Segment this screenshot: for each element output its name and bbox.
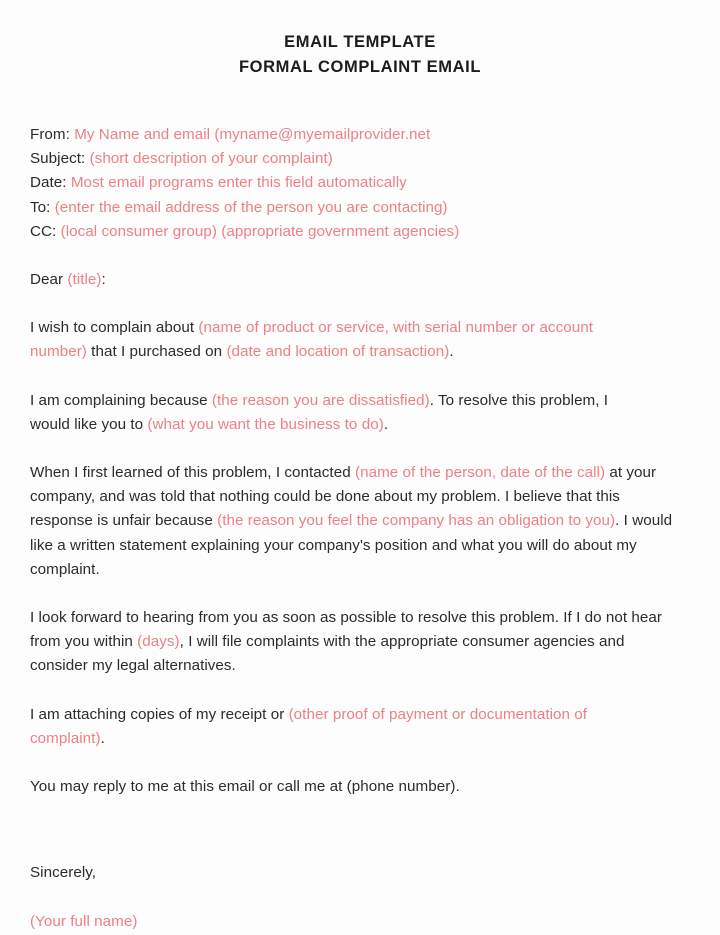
p3-text-2: at your company, and was told that nothing could be done about my problem. I believe that this response is unfair because xyxy=(30,464,657,530)
header-row-subject xyxy=(30,147,696,171)
p3-placeholder-2: (the reason you feel the company has an obligation to you) xyxy=(217,512,616,530)
header-row-to xyxy=(30,196,696,220)
p3-text-1: When I first learned of this problem, I contacted xyxy=(30,464,355,482)
header-value-to: (enter the email address of the person you are contacting) xyxy=(54,198,448,216)
p1-placeholder-2: (date and location of transaction) xyxy=(226,343,450,361)
p2-text-2: . To resolve this problem, I would like you to xyxy=(30,391,609,433)
p2-text-1: I am complaining because xyxy=(30,391,212,409)
p1-text-3: . xyxy=(449,343,454,361)
p3-placeholder-1: (name of the person, date of the call) xyxy=(354,464,606,482)
header-value-date: Most email programs enter this field automatically xyxy=(70,174,407,192)
salutation-punctuation: : xyxy=(101,271,106,289)
page-title-line-1: EMAIL TEMPLATE xyxy=(284,33,436,51)
document-body xyxy=(0,80,720,935)
paragraph-complaint-about xyxy=(30,316,650,364)
title-block xyxy=(0,0,720,80)
paragraph-contact-back xyxy=(30,775,650,799)
p2-placeholder-2: (what you want the business to do) xyxy=(147,415,384,433)
page-title-line-2: FORMAL COMPLAINT EMAIL xyxy=(238,58,482,76)
paragraph-attachments xyxy=(30,703,650,751)
header-row-cc xyxy=(30,220,696,244)
salutation-line xyxy=(30,268,696,292)
header-label-date: Date: xyxy=(30,174,67,192)
closing-signoff: Sincerely, xyxy=(30,864,97,882)
email-header-block xyxy=(30,123,696,244)
header-label-cc: CC: xyxy=(30,222,57,240)
p1-placeholder-1: (name of product or service, with serial number or account number) xyxy=(30,319,593,361)
p2-placeholder-1: (the reason you are dissatisfied) xyxy=(211,391,430,409)
p6-text-1: You may reply to me at this email or call me at (phone number). xyxy=(30,778,460,796)
salutation-greeting: Dear xyxy=(30,271,68,289)
paragraph-prior-contact xyxy=(30,461,678,582)
header-value-cc: (local consumer group) (appropriate government agencies) xyxy=(60,222,460,240)
p1-text-2: that I purchased on xyxy=(86,343,227,361)
p3-text-3: . I would like a written statement explaining your company's position and what you will do about my complaint. xyxy=(30,512,673,578)
header-value-subject: (short description of your complaint) xyxy=(89,150,333,168)
header-row-from xyxy=(30,123,696,147)
p4-placeholder-1: (days) xyxy=(137,633,180,651)
header-label-subject: Subject: xyxy=(30,150,86,168)
header-label-from: From: xyxy=(30,126,70,143)
header-label-to: To: xyxy=(30,198,51,216)
signature-placeholder: (Your full name) xyxy=(30,913,138,931)
paragraph-reason xyxy=(30,389,650,437)
p4-text-1: I look forward to hearing from you as soon as possible to resolve this problem. If I do not hear from you within xyxy=(30,609,663,651)
p5-text-1: I am attaching copies of my receipt or xyxy=(30,705,289,723)
salutation-placeholder: (title) xyxy=(67,271,102,289)
p1-text-1: I wish to complain about xyxy=(30,319,199,337)
paragraph-deadline xyxy=(30,606,678,679)
p5-text-2: . xyxy=(100,729,105,747)
p5-placeholder-1: (other proof of payment or documentation of complaint) xyxy=(30,705,588,747)
header-row-date xyxy=(30,171,696,195)
p4-text-2: , I will file complaints with the appropriate consumer agencies and consider my legal alternatives. xyxy=(30,633,625,675)
header-value-from: My Name and email (myname@myemailprovider.net xyxy=(74,126,431,143)
p2-text-3: . xyxy=(383,415,389,433)
